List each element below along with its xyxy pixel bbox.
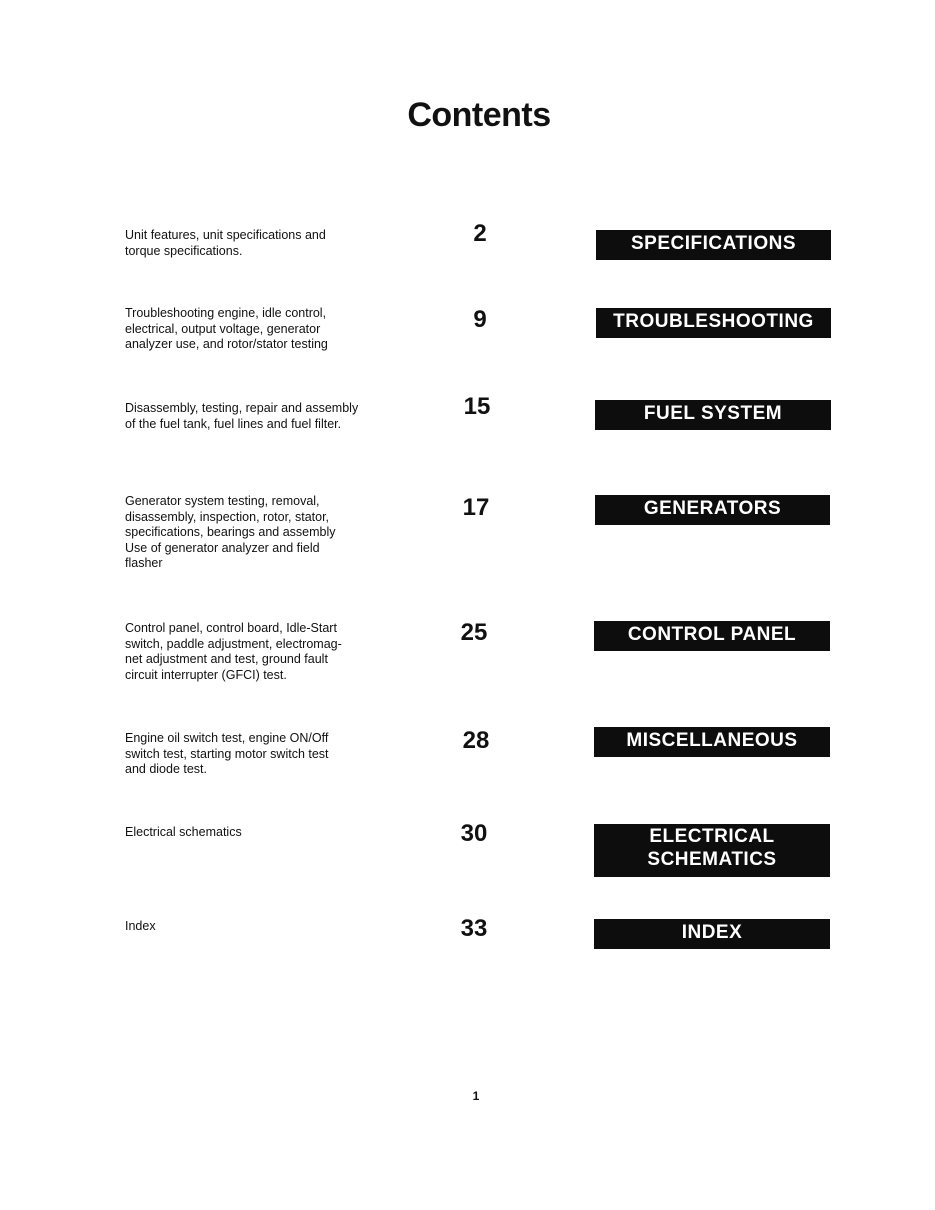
entry-page-number: 33 [460, 915, 488, 942]
page-title: Contents [407, 96, 551, 134]
entry-description: Engine oil switch test, engine ON/Off switch test, starting motor switch test and diode test. [125, 731, 329, 777]
entry-page-number: 25 [460, 619, 488, 646]
entry-page-number: 9 [473, 306, 487, 333]
section-tab-specifications[interactable]: SPECIFICATIONS [596, 230, 831, 260]
entry-page-number: 28 [462, 727, 490, 754]
entry-description: Control panel, control board, Idle-Start switch, paddle adjustment, electromag- net adjustment and test, ground fault circuit interrupter (GFCI) test. [125, 621, 342, 682]
entry-description: Unit features, unit specifications and torque specifications. [125, 228, 326, 258]
section-tab-fuel-system[interactable]: FUEL SYSTEM [595, 400, 831, 430]
section-tab-miscellaneous[interactable]: MISCELLANEOUS [594, 727, 830, 757]
entry-description: Generator system testing, removal, disassembly, inspection, rotor, stator, specifications, bearings and assembly Use of generator analyzer and field flasher [125, 494, 336, 571]
entry-description: Disassembly, testing, repair and assembly of the fuel tank, fuel lines and fuel filter. [125, 401, 359, 431]
entry-description: Electrical schematics [125, 825, 242, 839]
footer-page-number: 1 [472, 1089, 480, 1103]
section-tab-electrical-schematics[interactable]: ELECTRICAL SCHEMATICS [594, 824, 830, 877]
entry-description: Troubleshooting engine, idle control, electrical, output voltage, generator analyzer use, and rotor/stator testing [125, 306, 328, 352]
entry-page-number: 17 [462, 494, 490, 521]
entry-page-number: 15 [463, 393, 491, 420]
entry-page-number: 2 [473, 220, 487, 247]
section-tab-index[interactable]: INDEX [594, 919, 830, 949]
section-tab-troubleshooting[interactable]: TROUBLESHOOTING [596, 308, 831, 338]
entry-description: Index [125, 919, 156, 933]
section-tab-generators[interactable]: GENERATORS [595, 495, 830, 525]
entry-page-number: 30 [460, 820, 488, 847]
section-tab-control-panel[interactable]: CONTROL PANEL [594, 621, 830, 651]
